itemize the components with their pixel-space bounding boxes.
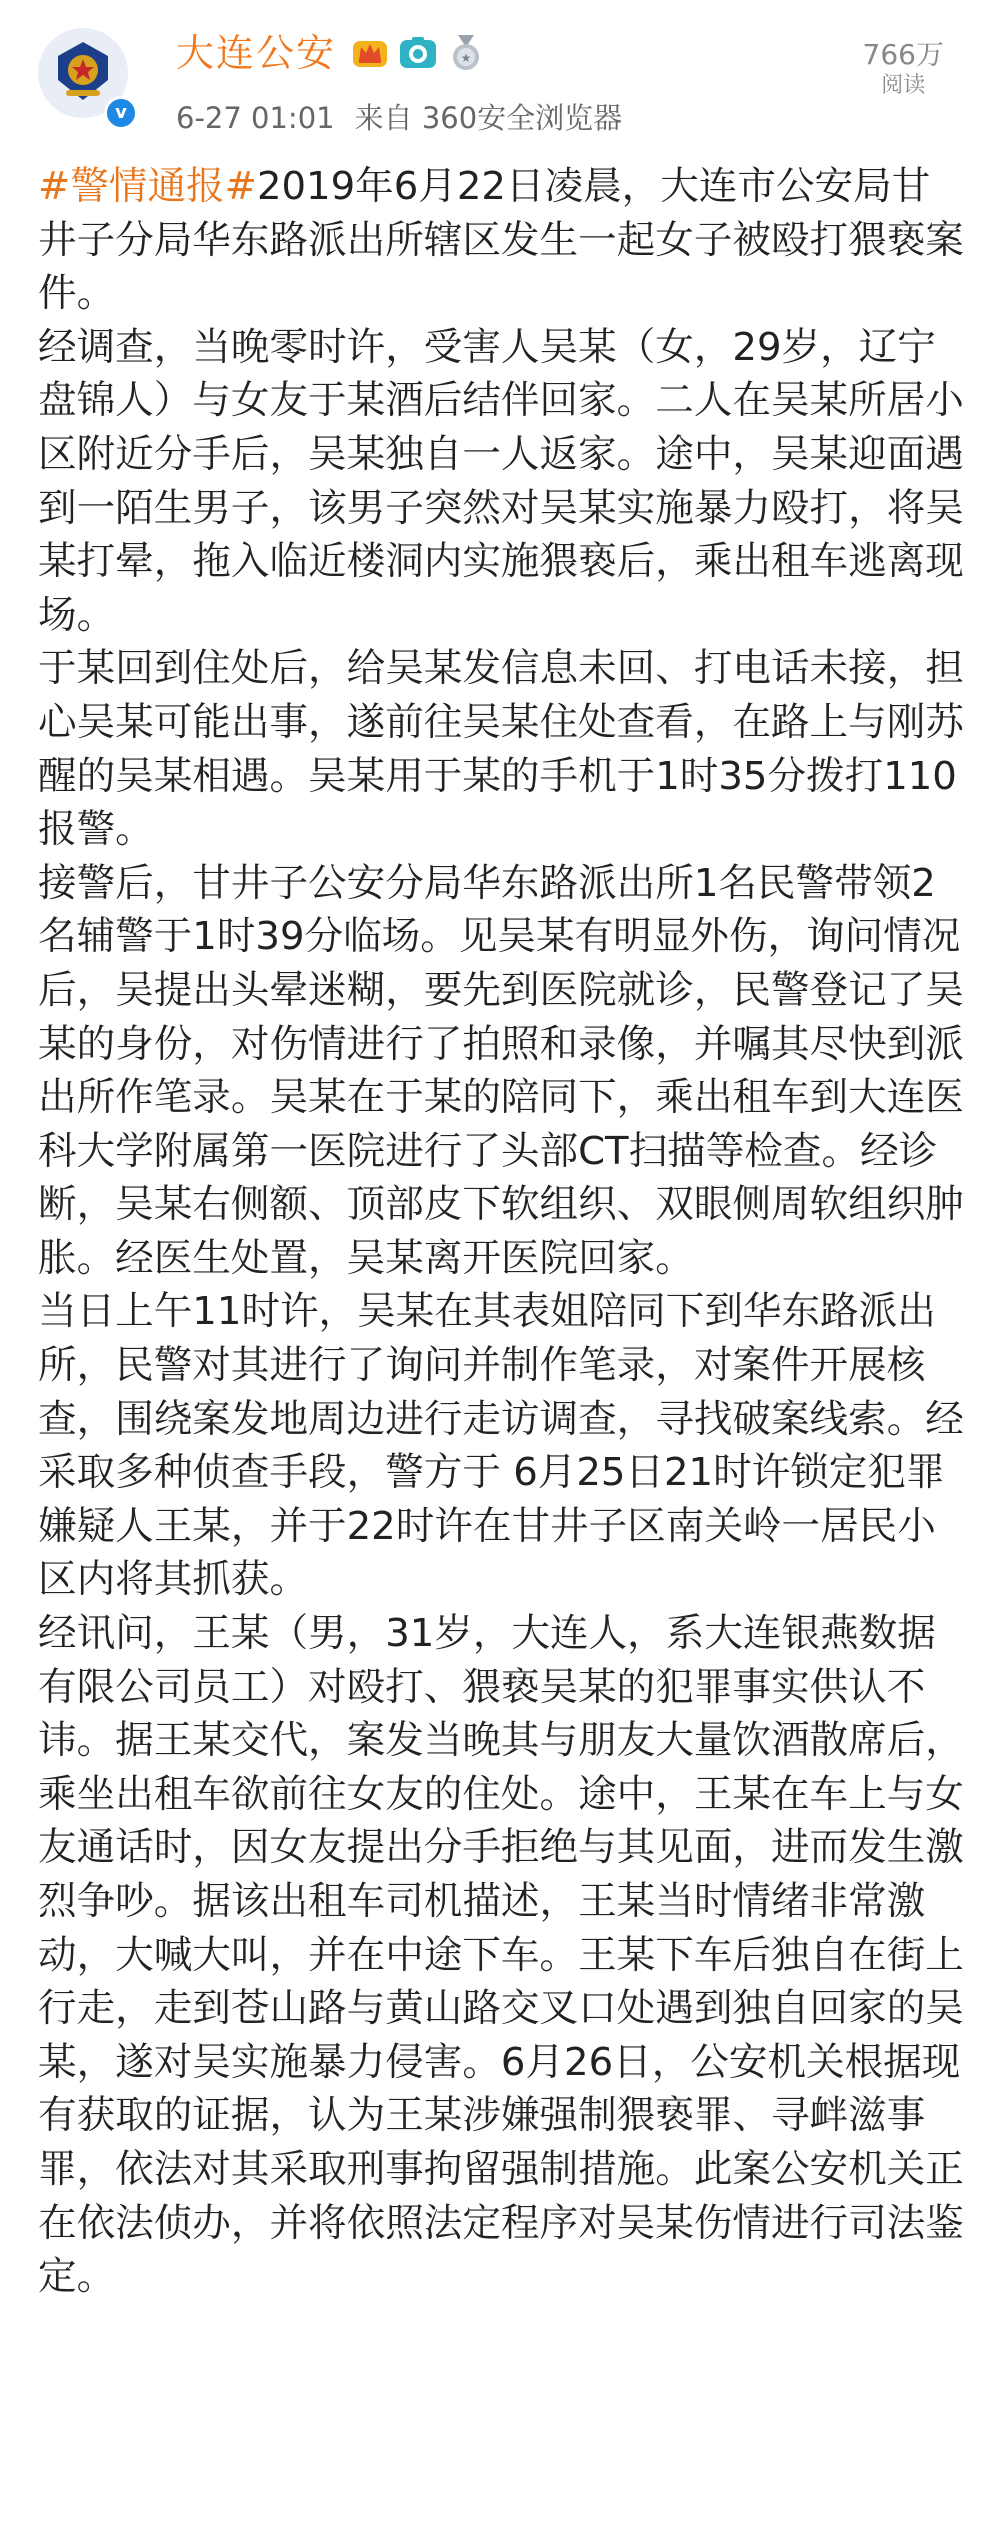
post-paragraph-intro: [38, 160, 968, 321]
post-time: 6-27 01:01: [176, 101, 335, 135]
medal-icon[interactable]: [446, 33, 486, 73]
account-badges: [350, 33, 486, 73]
post-source: 来自 360安全浏览器: [354, 101, 623, 135]
intro-text: 2019年6月22日凌晨，大连市公安局甘井子分局华东路派出所辖区发生一起女子被殴打猥亵案件。: [38, 164, 964, 317]
post-paragraph: 于某回到住处后，给吴某发信息未回、打电话未接，担心吴某可能出事，遂前往吴某住处查看，在路上与刚苏醒的吴某相遇。吴某用于某的手机于1时35分拨打110报警。: [38, 646, 964, 853]
post-body: [38, 160, 968, 2304]
post-paragraph: 接警后，甘井子公安分局华东路派出所1名民警带领2名辅警于1时39分临场。见吴某有明显外伤，询问情况后，吴提出头晕迷糊，要先到医院就诊，民警登记了吴某的身份，对伤情进行了拍照和录像，并嘱其尽快到派出所作笔录。吴某在于某的陪同下，乘出租车到大连医科大学附属第一医院进行了头部CT扫描等检查。经诊断，吴某右侧额、顶部皮下软组织、双眼侧周软组织肿胀。经医生处置，吴某离开医院回家。: [38, 860, 964, 1281]
camera-icon[interactable]: [398, 33, 438, 73]
vip-crown-icon[interactable]: [350, 33, 390, 73]
verified-v-icon: v: [104, 96, 138, 130]
account-name[interactable]: 大连公安: [176, 31, 337, 75]
post-meta: [176, 98, 622, 138]
hashtag-link[interactable]: #警情通报#: [38, 164, 257, 209]
read-count-label: 阅读: [881, 73, 926, 98]
post-header: [0, 0, 1000, 150]
post-paragraph: 经调查，当晚零时许，受害人吴某（女，29岁，辽宁盘锦人）与女友于某酒后结伴回家。二人在吴某所居小区附近分手后，吴某独自一人返家。途中，吴某迎面遇到一陌生男子，该男子突然对吴某实施暴力殴打，将吴某打晕，拖入临近楼洞内实施猥亵后，乘出租车逃离现场。: [38, 324, 964, 638]
read-count-number: 766万: [862, 38, 944, 71]
post-paragraph: 经讯问，王某（男，31岁，大连人，系大连银燕数据有限公司员工）对殴打、猥亵吴某的犯罪事实供认不讳。据王某交代，案发当晚其与朋友大量饮酒散席后，乘坐出租车欲前往女友的住处。途中，王某在车上与女友通话时，因女友提出分手拒绝与其见面，进而发生激烈争吵。据该出租车司机描述，王某当时情绪非常激动，大喊大叫，并在中途下车。王某下车后独自在街上行走，走到苍山路与黄山路交叉口处遇到独自回家的吴某，遂对吴实施暴力侵害。6月26日，公安机关根据现有获取的证据，认为王某涉嫌强制猥亵罪、寻衅滋事罪，依法对其采取刑事拘留强制措施。此案公安机关正在依法侦办，并将依照法定程序对吴某伤情进行司法鉴定。: [38, 1611, 964, 2300]
svg-text:★: ★: [460, 51, 472, 65]
read-count: [863, 38, 944, 100]
post-paragraph: 当日上午11时许，吴某在其表姐陪同下到华东路派出所，民警对其进行了询问并制作笔录，对案件开展核查，围绕案发地周边进行走访调查，寻找破案线索。经采取多种侦查手段，警方于 6月25日21时许锁定犯罪嫌疑人王某，并于22时许在甘井子区南关岭一居民小区内将其抓获。: [38, 1289, 964, 1603]
